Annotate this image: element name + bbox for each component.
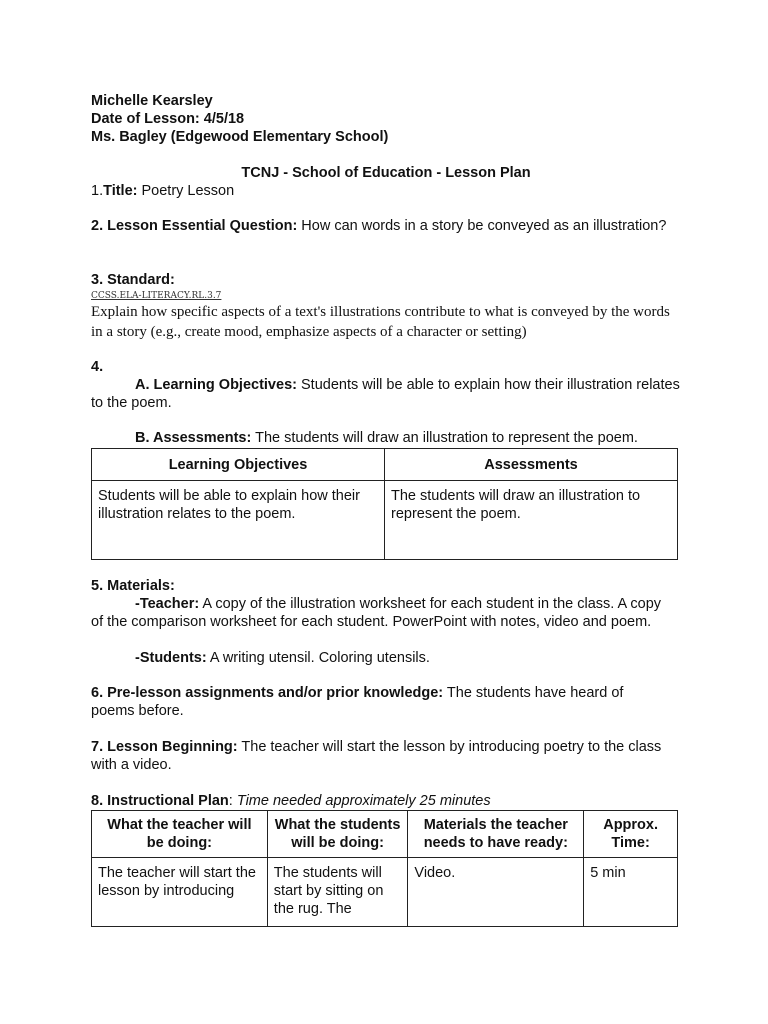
- table-header-cell: What the teacher will be doing:: [92, 811, 268, 858]
- lesson-date: Date of Lesson: 4/5/18: [91, 111, 245, 127]
- section-text: Students will be able to explain how their illustration relates to the poem.: [91, 377, 680, 411]
- section-standard-label: 3. Standard:: [91, 272, 175, 288]
- section-label: 6. Pre-lesson assignments and/or prior knowledge:: [91, 685, 444, 701]
- section-text: The students will draw an illustration to represent the poem.: [251, 430, 638, 446]
- table-header-cell: Learning Objectives: [92, 449, 385, 481]
- table-header-cell: Assessments: [385, 449, 678, 481]
- section-label: -Students:: [135, 650, 207, 666]
- table-header-cell: What the students will be doing:: [267, 811, 408, 858]
- learning-objectives-paragraph: [91, 376, 681, 412]
- materials-teacher-paragraph: [91, 595, 671, 631]
- section-text: The teacher will start the lesson by introducing poetry to the class with a video.: [91, 739, 662, 773]
- section-label: A. Learning Objectives:: [135, 377, 297, 393]
- section-label: 7. Lesson Beginning:: [91, 739, 238, 755]
- section-title: [91, 182, 681, 200]
- section-lesson-beginning: [91, 738, 666, 774]
- section-label: B. Assessments:: [135, 430, 252, 446]
- section-label: -Teacher:: [135, 596, 200, 612]
- cooperating-teacher: Ms. Bagley (Edgewood Elementary School): [91, 129, 389, 145]
- standard-code: CCSS.ELA-LITERACY.RL.3.7: [91, 291, 222, 301]
- section-text: A copy of the illustration worksheet for each student in the class. A copy of the comparison worksheet for each student. PowerPoint with notes, video and poem.: [91, 596, 662, 630]
- table-header-cell: Materials the teacher needs to have ready:: [408, 811, 584, 858]
- table-header-row: [92, 449, 678, 481]
- table-header-row: [92, 811, 678, 858]
- section-label: 2. Lesson Essential Question:: [91, 218, 298, 234]
- table-cell: The teacher will start the lesson by introducing: [92, 858, 268, 927]
- section-4-number: 4.: [91, 359, 104, 375]
- section-label: 8. Instructional Plan: [91, 793, 229, 809]
- author-name: Michelle Kearsley: [91, 93, 213, 109]
- section-instructional-plan: [91, 792, 681, 810]
- section-prior-knowledge: [91, 684, 661, 720]
- table-cell: 5 min: [584, 858, 678, 927]
- objectives-assessments-table: [91, 448, 678, 560]
- table-cell: The students will start by sitting on the rug. The: [267, 858, 408, 927]
- standard-text: Explain how specific aspects of a text's illustrations contribute to what is conveyed by the words in a story (e.g., create mood, emphasize aspects of a character or setting): [91, 304, 670, 340]
- section-essential-question: [91, 217, 681, 235]
- table-header-cell: Approx. Time:: [584, 811, 678, 858]
- table-row: [92, 858, 678, 927]
- table-row: [92, 481, 678, 560]
- document-title: TCNJ - School of Education - Lesson Plan: [241, 165, 531, 181]
- table-cell: Video.: [408, 858, 584, 927]
- section-text: Time needed approximately 25 minutes: [236, 793, 491, 809]
- instructional-plan-table: [91, 810, 678, 927]
- section-materials-label: 5. Materials:: [91, 578, 175, 594]
- section-label: Title:: [103, 183, 138, 199]
- section-text: The students have heard of poems before.: [91, 685, 624, 719]
- materials-students-paragraph: [91, 649, 725, 667]
- section-number: 1.: [91, 183, 104, 199]
- table-cell: The students will draw an illustration to represent the poem.: [385, 481, 678, 560]
- section-text: A writing utensil. Coloring utensils.: [206, 650, 430, 666]
- section-colon: :: [228, 793, 237, 809]
- assessments-paragraph: [91, 429, 725, 447]
- table-cell: Students will be able to explain how their illustration relates to the poem.: [92, 481, 385, 560]
- section-text: How can words in a story be conveyed as an illustration?: [297, 218, 667, 234]
- section-text: Poetry Lesson: [137, 183, 235, 199]
